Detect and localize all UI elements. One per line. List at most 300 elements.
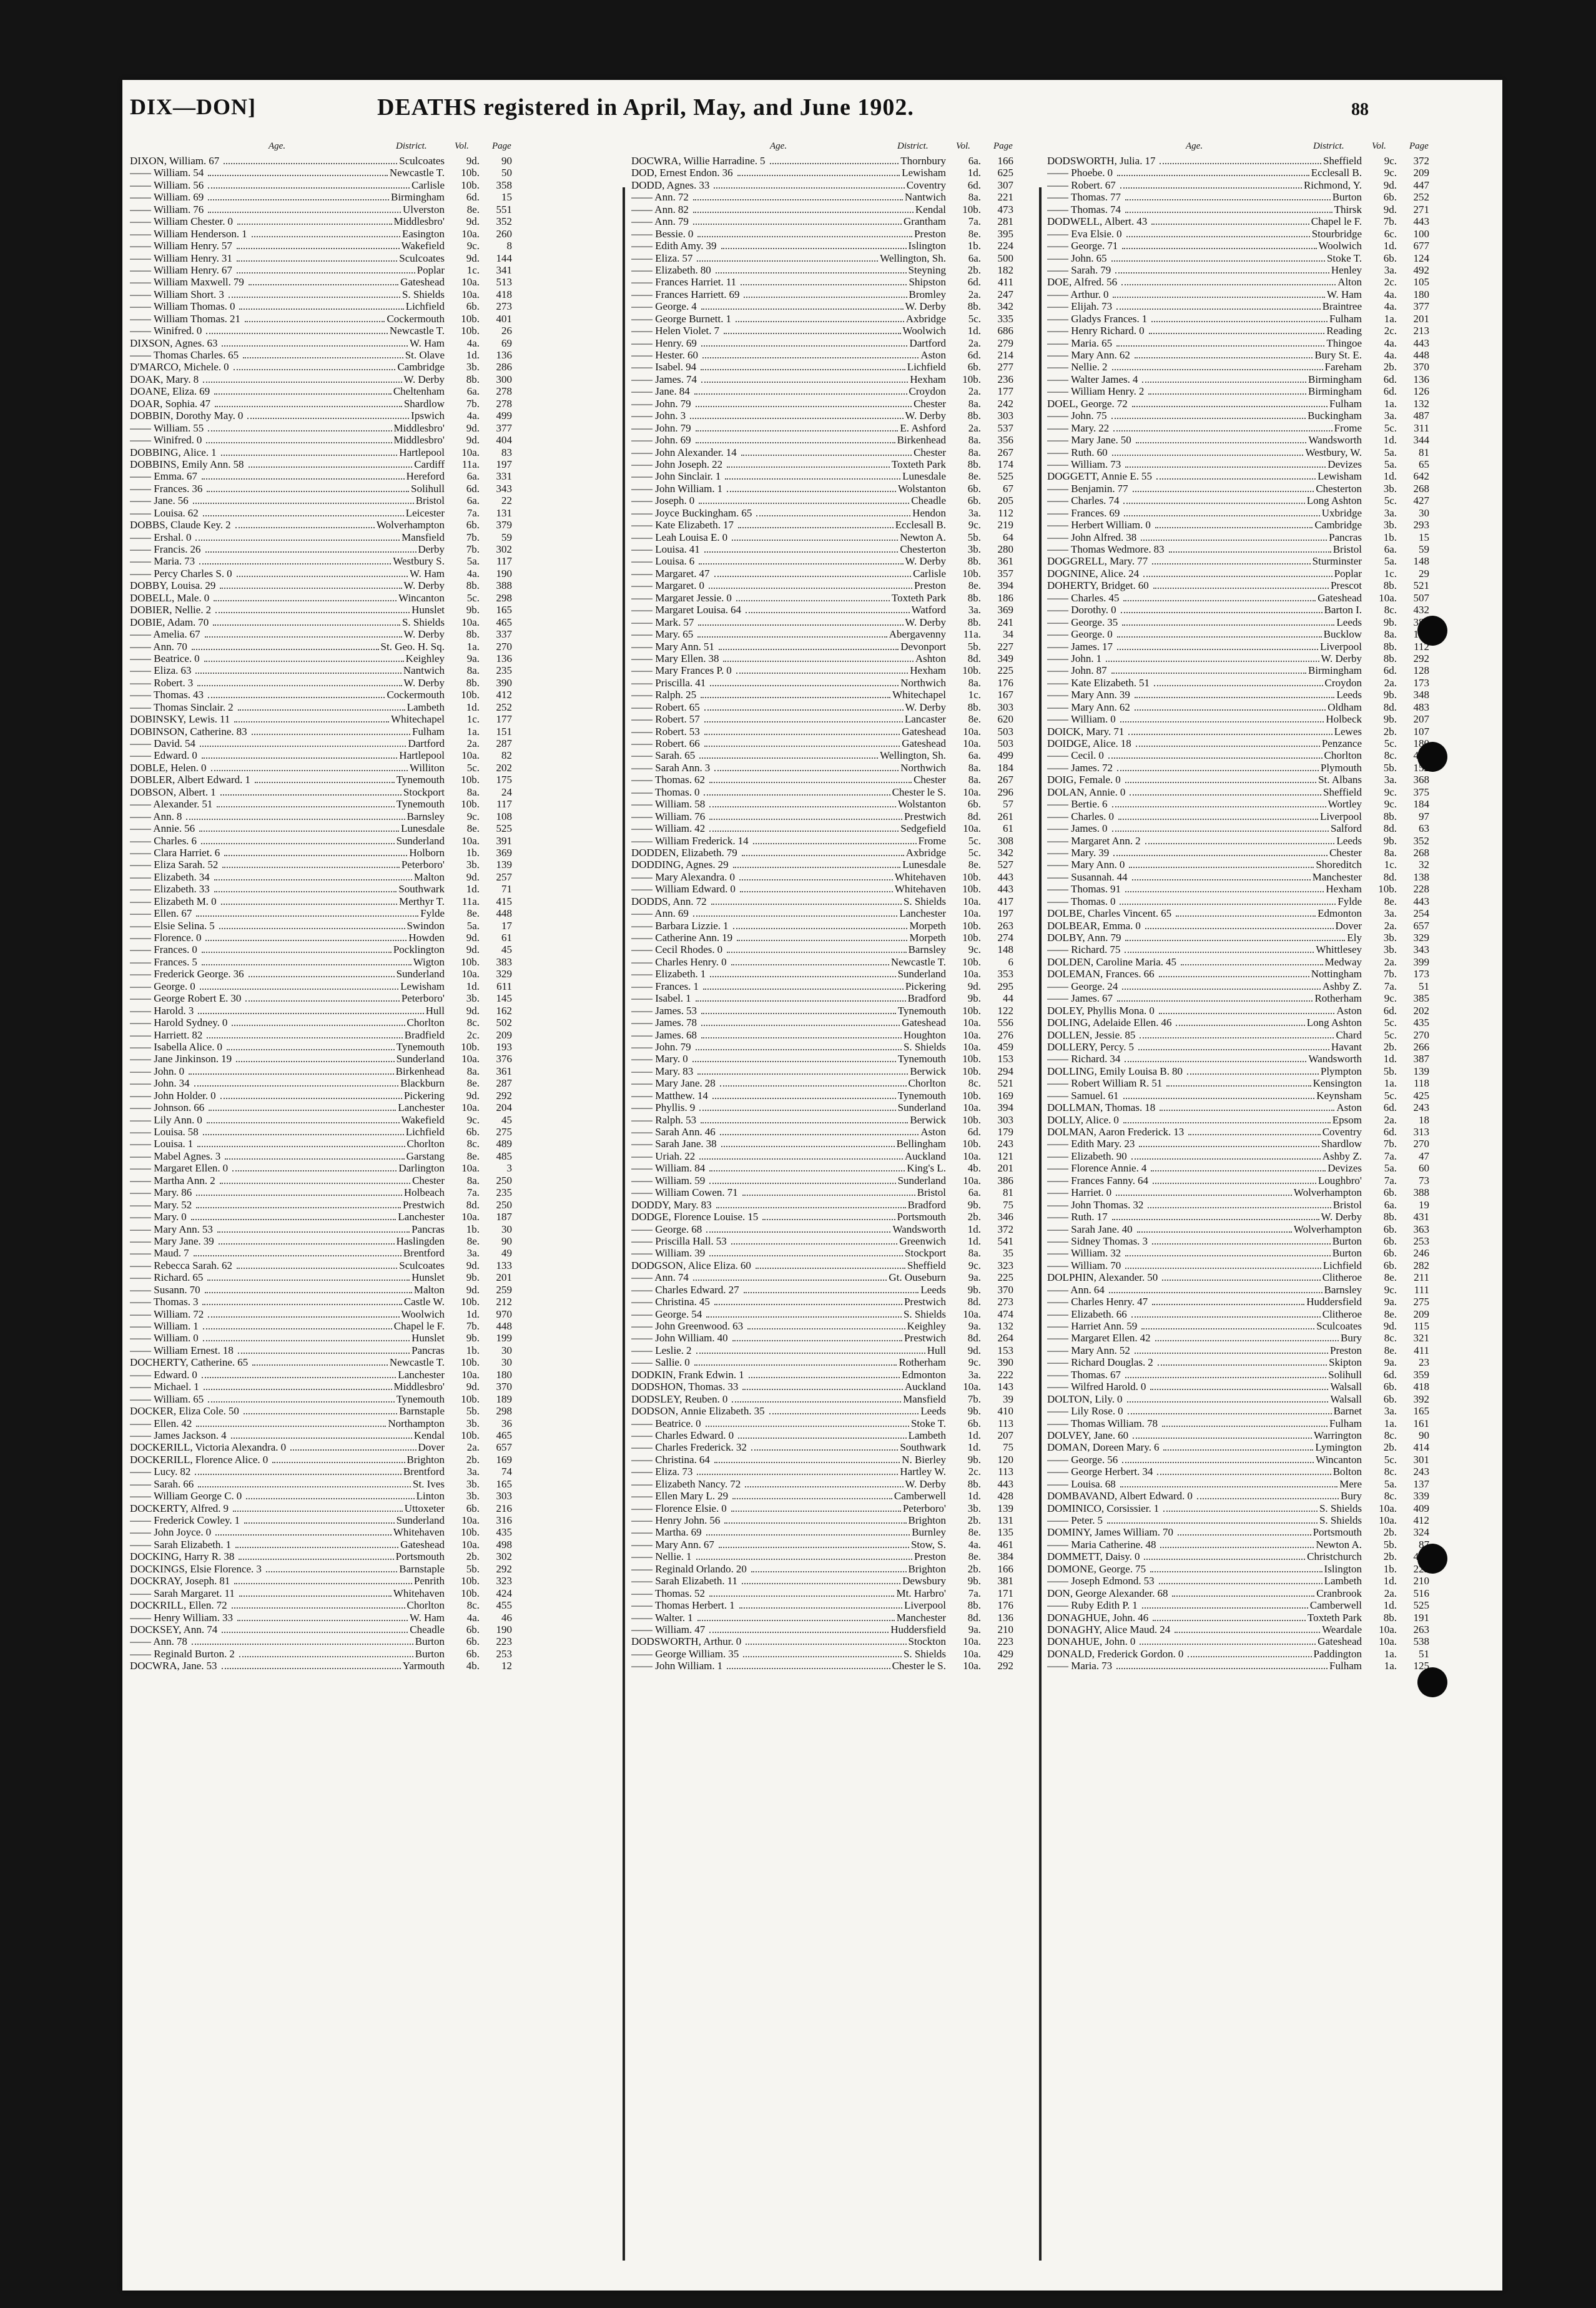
entry-volume: 8c. xyxy=(1384,1332,1397,1344)
leader-dots xyxy=(237,1620,408,1621)
entry-age: 74 xyxy=(1108,495,1120,507)
leader-dots xyxy=(222,345,407,347)
entry-age: 56 xyxy=(177,495,189,507)
register-entry xyxy=(130,1041,512,1053)
entry-page: 294 xyxy=(997,1065,1013,1077)
entry-district: Birmingham xyxy=(1308,664,1362,677)
leader-dots xyxy=(1115,272,1329,274)
entry-volume: 8c. xyxy=(1384,1466,1397,1478)
entry-page: 276 xyxy=(997,1028,1013,1041)
leader-dots xyxy=(709,1595,894,1597)
entry-volume: 10b. xyxy=(461,179,480,191)
entry-name: DOCKER, Eliza Cole. xyxy=(130,1405,226,1418)
register-entry xyxy=(1047,980,1429,992)
register-entry xyxy=(631,167,1013,179)
register-entry xyxy=(631,1539,1013,1551)
entry-page: 286 xyxy=(496,361,512,373)
entry-page: 411 xyxy=(998,276,1013,288)
register-entry xyxy=(1047,653,1429,664)
entry-age: 30 xyxy=(230,992,242,1005)
entry-age: 33 xyxy=(699,179,710,191)
register-entry xyxy=(130,1271,512,1283)
entry-district: Sunderland xyxy=(396,968,445,980)
entry-page: 303 xyxy=(997,410,1013,422)
register-entry xyxy=(1047,701,1429,713)
entry-name: —— Elizabeth. xyxy=(1047,1308,1114,1320)
entry-age: 69 xyxy=(1109,506,1120,519)
entry-district: Cheadle xyxy=(911,495,946,507)
entry-page: 352 xyxy=(496,215,512,228)
entry-page: 118 xyxy=(1414,1077,1429,1090)
entry-page: 59 xyxy=(1419,543,1429,555)
entry-page: 209 xyxy=(1413,1308,1429,1320)
entry-district: Chester xyxy=(914,397,946,410)
entry-district: Nantwich xyxy=(904,191,946,204)
entry-name: —— Susannah. xyxy=(1047,870,1115,883)
entry-name: DOBBY, Louisa. xyxy=(130,579,203,592)
entry-page: 69 xyxy=(501,337,512,349)
entry-name: DIXSON, Agnes. xyxy=(130,337,205,349)
register-entry xyxy=(130,1296,512,1308)
leader-dots xyxy=(214,879,412,880)
register-entry xyxy=(1047,762,1429,774)
entry-name: —— Winifred. xyxy=(130,434,194,446)
entry-volume: 2b. xyxy=(466,1453,480,1466)
entry-volume: 5c. xyxy=(1384,1089,1397,1102)
register-entry xyxy=(631,774,1013,786)
entry-district: Edmonton xyxy=(902,1368,946,1381)
entry-name: —— Mary Ann. xyxy=(1047,1344,1117,1356)
entry-district: Toxteth Park xyxy=(891,458,946,470)
entry-name: DODSWORTH, Julia. xyxy=(1047,155,1143,167)
entry-district: Tynemouth xyxy=(897,1089,946,1102)
entry-page: 379 xyxy=(496,519,512,531)
register-entry xyxy=(631,689,1013,701)
entry-age: 0 xyxy=(689,495,695,507)
leader-dots xyxy=(1108,757,1323,759)
entry-name: —— Florence Annie. xyxy=(1047,1162,1139,1175)
entry-name: DOLEY, Phyllis Mona. xyxy=(1047,1004,1147,1017)
leader-dots xyxy=(1113,855,1328,856)
leader-dots xyxy=(1125,466,1326,468)
entry-district: Shardlow xyxy=(1321,1138,1362,1150)
age-heading: Age. xyxy=(1186,141,1203,151)
entry-page: 15 xyxy=(501,191,512,204)
entry-volume: 5b. xyxy=(967,531,981,543)
entry-volume: 9a. xyxy=(466,652,480,664)
register-entry xyxy=(631,373,1013,385)
entry-page: 273 xyxy=(997,1296,1013,1308)
entry-name: —— Ann. xyxy=(130,810,174,822)
leader-dots xyxy=(751,1449,899,1451)
register-entry xyxy=(631,1381,1013,1393)
entry-district: Gateshead xyxy=(400,276,445,288)
entry-name: —— Jane. xyxy=(631,385,677,398)
register-column-2 xyxy=(631,136,1013,2253)
entry-district: Islington xyxy=(908,240,946,252)
register-entry xyxy=(130,446,512,458)
entry-page: 353 xyxy=(997,968,1013,980)
register-entry xyxy=(631,1296,1013,1308)
entry-district: Tynemouth xyxy=(897,1053,946,1065)
entry-page: 152 xyxy=(1413,761,1429,774)
entry-age: 35 xyxy=(1107,616,1118,628)
entry-page: 175 xyxy=(496,774,512,786)
leader-dots xyxy=(756,515,910,516)
entry-age: 9 xyxy=(689,1102,696,1114)
entry-volume: 8d. xyxy=(967,1332,981,1344)
entry-age: 36 xyxy=(233,968,244,980)
entry-age: 55 xyxy=(1141,470,1152,483)
register-entry xyxy=(631,385,1013,397)
entry-district: Portsmouth xyxy=(395,1551,445,1563)
entry-age: 82 xyxy=(192,1028,203,1041)
entry-age: 48 xyxy=(1145,1538,1156,1551)
entry-district: Chorlton xyxy=(406,1017,445,1029)
leader-dots xyxy=(741,284,907,285)
register-entry xyxy=(631,1308,1013,1320)
entry-name: —— Thomas William. xyxy=(1047,1417,1145,1429)
entry-district: Barnstaple xyxy=(399,1562,445,1575)
entry-page: 261 xyxy=(997,810,1013,822)
entry-page: 67 xyxy=(1003,482,1013,495)
entry-volume: 1d. xyxy=(967,167,981,179)
entry-page: 390 xyxy=(997,1356,1013,1369)
entry-district: Cheltenham xyxy=(393,385,445,398)
register-entry xyxy=(1047,252,1429,264)
entry-page: 201 xyxy=(1413,312,1429,325)
entry-district: Swindon xyxy=(406,919,445,932)
register-entry xyxy=(1047,191,1429,203)
entry-age: 58 xyxy=(187,1126,199,1138)
entry-name: —— Edward. xyxy=(130,749,190,762)
entry-district: Northampton xyxy=(388,1417,445,1429)
register-entry xyxy=(631,1369,1013,1381)
register-entry xyxy=(1047,956,1429,968)
entry-name: —— Frederick George. xyxy=(130,968,231,980)
entry-age: 73 xyxy=(682,1466,693,1478)
leader-dots xyxy=(1163,1511,1318,1512)
register-entry xyxy=(631,1478,1013,1490)
entry-page: 133 xyxy=(496,1259,512,1271)
register-entry xyxy=(130,1648,512,1660)
entry-district: Chorlton xyxy=(406,1599,445,1612)
entry-age: 59 xyxy=(1126,1320,1138,1332)
entry-district: Wolstanton xyxy=(897,798,946,811)
entry-age: 52 xyxy=(207,859,219,871)
entry-volume: 10a. xyxy=(963,1308,981,1320)
leader-dots xyxy=(1148,1207,1331,1208)
entry-district: Stockport xyxy=(403,786,445,798)
entry-district: Lanchester xyxy=(398,1102,445,1114)
entry-volume: 10a. xyxy=(963,1150,981,1162)
entry-page: 677 xyxy=(1413,240,1429,252)
leader-dots xyxy=(208,1401,395,1403)
entry-district: Fulham xyxy=(412,725,445,737)
entry-volume: 3a. xyxy=(1384,907,1397,920)
register-entry xyxy=(631,835,1013,847)
leader-dots xyxy=(720,1085,907,1087)
leader-dots xyxy=(215,612,410,613)
entry-name: —— Margaret Ann. xyxy=(1047,834,1133,847)
register-entry xyxy=(1047,1466,1429,1477)
entry-district: Sheffield xyxy=(1323,786,1362,798)
entry-name: —— William. xyxy=(631,1162,692,1175)
entry-district: Gateshead xyxy=(1318,1635,1362,1648)
leader-dots xyxy=(709,819,902,820)
entry-age: 1 xyxy=(193,1320,199,1332)
register-entry xyxy=(130,980,512,992)
entry-name: —— Richard. xyxy=(130,1271,190,1284)
entry-age: 0 xyxy=(730,883,736,895)
entry-age: 65 xyxy=(1161,907,1172,920)
leader-dots xyxy=(1153,1620,1306,1621)
entry-name: DOCWRA, Willie Harradine. xyxy=(631,155,758,167)
leader-dots xyxy=(1125,891,1324,892)
leader-dots xyxy=(189,1073,394,1075)
entry-volume: 10a. xyxy=(461,1368,480,1381)
entry-district: Birkenhead xyxy=(897,434,946,446)
leader-dots xyxy=(736,600,890,601)
leader-dots xyxy=(220,794,401,796)
leader-dots xyxy=(222,867,399,868)
leader-dots xyxy=(724,333,901,334)
entry-volume: 10a. xyxy=(461,749,480,762)
entry-age: 81 xyxy=(219,1575,230,1587)
entry-age: 0 xyxy=(227,567,232,579)
leader-dots xyxy=(206,333,388,334)
entry-volume: 9a. xyxy=(968,1623,981,1635)
binder-hole xyxy=(1417,1667,1447,1697)
entry-page: 970 xyxy=(496,1308,512,1320)
entry-district: Stockton xyxy=(908,1635,946,1648)
entry-volume: 5c. xyxy=(466,761,480,774)
entry-volume: 9d. xyxy=(466,1259,480,1271)
entry-name: —— Joseph. xyxy=(631,495,687,507)
register-entry xyxy=(130,1454,512,1466)
entry-age: 78 xyxy=(176,1635,187,1648)
leader-dots xyxy=(205,1292,412,1293)
entry-age: 19 xyxy=(221,1053,232,1065)
register-entry xyxy=(130,811,512,822)
entry-page: 82 xyxy=(501,749,512,762)
entry-name: DONALD, Frederick Gordon. xyxy=(1047,1647,1176,1660)
entry-volume: 3b. xyxy=(466,859,480,871)
entry-name: —— Sarah Elizabeth. xyxy=(631,1575,725,1587)
register-entry xyxy=(130,859,512,870)
entry-volume: 1d. xyxy=(466,980,480,992)
entry-name: DODKIN, Frank Edwin. xyxy=(631,1368,737,1381)
leader-dots xyxy=(207,1037,402,1038)
vol-heading: Vol. xyxy=(956,141,970,151)
register-entry xyxy=(631,1635,1013,1647)
entry-name: —— Ann. xyxy=(631,215,676,228)
leader-dots xyxy=(706,1231,890,1233)
entry-age: 34 xyxy=(1142,1466,1153,1478)
entry-page: 432 xyxy=(1413,604,1429,616)
register-entry xyxy=(130,1478,512,1490)
entry-name: —— Margaret Ellen. xyxy=(1047,1332,1138,1344)
entry-page: 112 xyxy=(1414,640,1429,653)
entry-age: 39 xyxy=(706,240,717,252)
entry-page: 243 xyxy=(1413,1102,1429,1114)
entry-name: —— James Jackson. xyxy=(130,1429,219,1441)
entry-volume: 10b. xyxy=(461,1575,480,1587)
entry-name: DOMONE, George. xyxy=(1047,1562,1133,1575)
entry-age: 0 xyxy=(1187,1490,1193,1502)
entry-name: DONAHUE, John. xyxy=(1047,1635,1128,1648)
entry-page: 417 xyxy=(997,895,1013,907)
entry-volume: 8b. xyxy=(1383,810,1397,822)
entry-volume: 7b. xyxy=(466,1320,480,1332)
register-entry xyxy=(130,422,512,434)
entry-name: —— Peter. xyxy=(1047,1514,1095,1526)
register-entry xyxy=(130,1356,512,1368)
entry-page: 448 xyxy=(496,1320,512,1332)
register-entry xyxy=(130,1053,512,1065)
entry-name: —— Elizabeth M. xyxy=(130,895,209,907)
entry-age: 68 xyxy=(1105,1477,1116,1490)
entry-volume: 9d. xyxy=(466,870,480,883)
leader-dots xyxy=(696,406,912,407)
entry-name: DOBBING, Alice. xyxy=(130,446,209,458)
entry-volume: 6a. xyxy=(466,385,480,398)
entry-volume: 8b. xyxy=(967,555,981,568)
entry-age: 91 xyxy=(1110,883,1121,895)
entry-name: —— Elizabeth. xyxy=(130,883,197,895)
register-entry xyxy=(631,641,1013,653)
entry-name: —— Frances. xyxy=(1047,506,1107,519)
entry-age: 39 xyxy=(694,1247,706,1260)
leader-dots xyxy=(709,1170,905,1171)
entry-age: 67 xyxy=(1105,179,1116,191)
register-entry xyxy=(130,1660,512,1672)
register-entry xyxy=(631,1429,1013,1441)
entry-name: —— William Henry. xyxy=(130,264,219,276)
entry-district: Wolverhampton xyxy=(1293,1186,1362,1199)
leader-dots xyxy=(1117,175,1309,176)
register-entry xyxy=(130,822,512,834)
entry-page: 337 xyxy=(496,628,512,641)
entry-page: 180 xyxy=(1413,288,1429,300)
entry-age: 34 xyxy=(199,870,210,883)
entry-name: —— George. xyxy=(631,300,689,313)
entry-page: 29 xyxy=(1419,567,1429,579)
leader-dots xyxy=(1154,685,1323,686)
register-entry xyxy=(1047,361,1429,373)
entry-name: —— Elizabeth Nancy. xyxy=(631,1477,728,1490)
leader-dots xyxy=(736,321,904,322)
register-entry xyxy=(1047,920,1429,932)
entry-age: 36 xyxy=(192,482,203,495)
entry-page: 17 xyxy=(501,919,512,932)
entry-age: 56 xyxy=(184,822,195,835)
entry-district: Newcastle T. xyxy=(389,325,445,337)
entry-age: 68 xyxy=(691,1223,702,1235)
leader-dots xyxy=(208,175,388,176)
entry-volume: 6d. xyxy=(1383,1102,1397,1114)
register-entry xyxy=(631,871,1013,883)
leader-dots xyxy=(1159,976,1309,977)
entry-district: Chorlton xyxy=(1324,749,1362,762)
entry-age: 63 xyxy=(180,664,192,677)
entry-district: Burton xyxy=(1332,1235,1362,1247)
entry-page: 489 xyxy=(496,1138,512,1150)
register-entry xyxy=(631,1551,1013,1562)
register-entry xyxy=(1047,932,1429,944)
entry-age: 0 xyxy=(1115,774,1121,786)
entry-district: Aston xyxy=(920,349,946,361)
leader-dots xyxy=(211,770,408,771)
register-entry xyxy=(130,1539,512,1551)
register-entry xyxy=(631,543,1013,555)
entry-name: —— Frances Harriet. xyxy=(631,276,724,288)
entry-volume: 2c. xyxy=(1384,276,1397,288)
entry-name: —— Thomas Sinclair. xyxy=(130,701,226,713)
entry-district: Rotherham xyxy=(1314,992,1362,1005)
entry-district: Toxteth Park xyxy=(1307,1611,1362,1624)
entry-age: 79 xyxy=(680,397,691,410)
entry-age: 60 xyxy=(1138,579,1149,592)
entry-volume: 10a. xyxy=(963,1017,981,1029)
entry-district: Preston xyxy=(914,579,946,592)
district-heading: District. xyxy=(396,141,427,151)
entry-age: 0 xyxy=(179,1065,185,1077)
entry-page: 189 xyxy=(496,1393,512,1405)
entry-page: 431 xyxy=(1413,1211,1429,1223)
entry-name: —— Ralph. xyxy=(631,1113,684,1126)
register-entry xyxy=(1047,1150,1429,1162)
entry-age: 70 xyxy=(176,640,187,653)
leader-dots xyxy=(204,661,404,662)
entry-district: Hartley W. xyxy=(900,1466,946,1478)
entry-volume: 5b. xyxy=(1383,1538,1397,1551)
entry-age: 0 xyxy=(210,1089,216,1102)
entry-volume: 10a. xyxy=(461,446,480,458)
entry-name: DOCKING, Harry R. xyxy=(130,1551,222,1563)
leader-dots xyxy=(727,952,906,953)
entry-page: 343 xyxy=(1413,944,1429,956)
entry-name: —— Charles. xyxy=(1047,591,1106,604)
leader-dots xyxy=(1148,393,1306,395)
entry-page: 267 xyxy=(997,774,1013,786)
entry-volume: 8c. xyxy=(1384,749,1397,762)
entry-name: —— Mary. xyxy=(631,1053,681,1065)
entry-district: Barnsley xyxy=(908,944,946,956)
leader-dots xyxy=(706,1426,909,1427)
entry-page: 424 xyxy=(496,1587,512,1599)
entry-volume: 10b. xyxy=(461,1429,480,1441)
entry-page: 381 xyxy=(997,1575,1013,1587)
entry-age: 65 xyxy=(1101,337,1113,349)
register-entry xyxy=(130,373,512,385)
entry-page: 316 xyxy=(496,1514,512,1526)
entry-name: DOLLY, Alice. xyxy=(1047,1113,1111,1126)
entry-volume: 5c. xyxy=(1384,422,1397,434)
entry-age: 39 xyxy=(1098,846,1110,859)
leader-dots xyxy=(239,1595,392,1597)
entry-district: Chester xyxy=(412,1174,445,1186)
entry-name: —— George. xyxy=(130,980,188,992)
entry-age: 1 xyxy=(715,470,721,483)
register-entry xyxy=(130,895,512,907)
entry-name: —— Charles Henry. xyxy=(1047,1296,1135,1308)
register-entry xyxy=(631,507,1013,519)
leader-dots xyxy=(721,248,907,249)
entry-name: —— Maria. xyxy=(1047,1660,1100,1672)
leader-dots xyxy=(709,1183,895,1184)
register-entry xyxy=(130,1284,512,1296)
